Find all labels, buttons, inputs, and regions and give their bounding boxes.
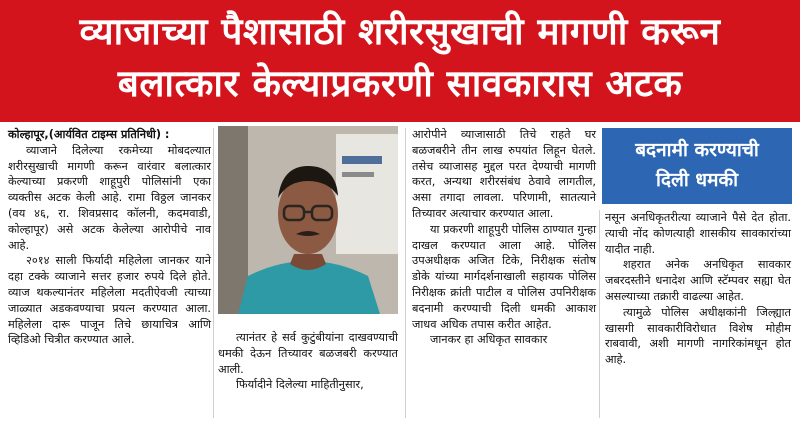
article-paragraph: शहरात अनेक अनधिकृत सावकार जबरदस्तीने धनादेश आणि स्टॅम्पवर सह्या घेत असल्याच्या तक्रारी वाढल्या आहेत. <box>605 258 791 303</box>
article-paragraph: आरोपीने व्याजासाठी तिचे राहते घर बळजबरीने तीन लाख रुपयांत लिहून घेतले. तसेच व्याजासह मुद्दल परत देण्याची मागणी करत, अन्यथा शरीरसंबंध ठेवावे लागतील, असा तगादा लावला. परिणामी, सातत्याने तिच्यावर अत्याचार करण्यात आला. <box>412 128 596 220</box>
headline-line-2: बलात्कार केल्याप्रकरणी सावकारास अटक <box>117 62 683 105</box>
subheading-box <box>602 128 792 204</box>
article-paragraph: व्याजाने दिलेल्या रकमेच्या मोबदल्यात शरीरसुखाची मागणी करून वारंवार बलात्कार केल्याच्या प्रकरणी शाहूपुरी पोलिसांनी एका व्यक्तीस अटक केली आहे. रामा विठ्ठल जानकर (वय ४६, रा. शिवप्रसाद कॉलनी, कदमवाडी, कोल्हापूर) असे अटक केलेल्या आरोपीचे नाव आहे. <box>8 143 211 252</box>
article-paragraph: जानकर हा अधिकृत सावकार <box>430 333 548 347</box>
article-column-3 <box>412 127 596 348</box>
article-paragraph: नसून अनधिकृतरीत्या व्याजाने पैसे देत होता. त्याची नोंद कोणत्याही शासकीय सावकारांच्या यादीत नाही. <box>605 211 791 256</box>
column-divider <box>405 128 406 418</box>
column-divider <box>213 128 214 418</box>
column-divider <box>599 210 600 418</box>
article-column-4 <box>605 210 791 368</box>
article-paragraph: फिर्यादीने दिलेल्या माहितीनुसार, <box>236 378 364 392</box>
subheading-line-2: दिली धमकी <box>656 169 738 191</box>
article-column-1 <box>8 127 211 348</box>
headline-line-1: व्याजाच्या पैशासाठी शरीरसुखाची मागणी करून <box>79 10 721 53</box>
portrait-illustration <box>218 126 398 314</box>
article-paragraph: या प्रकरणी शाहूपुरी पोलिस ठाण्यात गुन्हा दाखल करण्यात आला आहे. पोलिस उपअधीक्षक अजित टिके, निरीक्षक संतोष डोके यांच्या मार्गदर्शनाखाली सहायक पोलिस निरीक्षक क्रांती पाटील व पोलिस उपनिरीक्षक बदनामी करण्याची दिली धमकी आकाश जाधव अधिक तपास करीत आहेत. <box>412 222 596 331</box>
dateline: कोल्हापूर,(आर्यवित टाइम्स प्रतिनिधी) : <box>8 128 170 141</box>
article-paragraph: त्यामुळे पोलिस अधीक्षकांनी जिल्ह्यात खासगी सावकारीविरोधात विशेष मोहीम राबवावी, अशी मागणी नागरिकांमधून होत आहे. <box>605 305 791 367</box>
subheading-line-1: बदनामी करण्याची <box>635 139 759 161</box>
headline-banner <box>0 0 800 122</box>
article-paragraph: २०१४ साली फिर्यादी महिलेला जानकर याने दहा टक्के व्याजाने सत्तर हजार रुपये दिले होते. व्याज थकल्यानंतर महिलेला मदतीऐवजी त्याच्या जाळ्यात अडकवण्याचा प्रयत्न करण्यात आला. महिलेला दारू पाजून तिचे छायाचित्र आणि व्हिडिओ चित्रीत करण्यात आले. <box>8 254 211 347</box>
article-column-2 <box>218 330 398 393</box>
accused-photo <box>218 126 398 314</box>
article-paragraph: त्यानंतर हे सर्व कुटुंबीयांना दाखवण्याची धमकी देऊन तिच्यावर बळजबरी करण्यात आली. <box>218 331 398 376</box>
